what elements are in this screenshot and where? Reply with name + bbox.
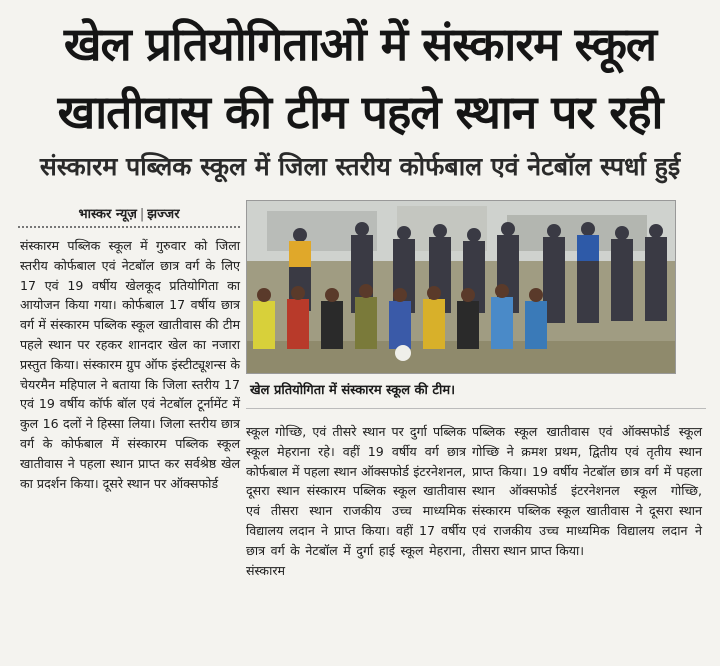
photo-caption: खेल प्रतियोगिता में संस्कारम स्कूल की टीम। bbox=[250, 383, 456, 398]
subheadline: संस्कारम पब्लिक स्कूल में जिला स्तरीय कोर्फबाल एवं नेटबॉल स्पर्धा हुई bbox=[39, 152, 681, 181]
article-column-1: संस्कारम पब्लिक स्कूल में गुरुवार को जिला स्तरीय कोर्फबाल एवं नेटबॉल छात्र वर्ग के लिए 17 एवं 19 वर्षीय खेलकूद प्रतियोगिता का आयोजन किया गया। कोर्फबाल 17 वर्षीय छात्र वर्ग में संस्कारम पब्लिक स्कूल खातीवास की टीम पहले स्थान पर रहकर शानदार खेल का नजारा प्रस्तुत किया। संस्कारम ग्रुप ऑफ इंस्टीट्यूशन्स के चेयरमैन महिपाल ने बताया कि जिला स्तरीय 17 एवं 19 वर्षीय कॉर्फ बॉल एवं नेटबॉल टूर्नामेंट में कुल 16 दलों ने हिस्सा लिया। जिला स्तरीय छात्र वर्ग के कोर्फबाल में संस्कारम पब्लिक स्कूल खातीवास ने पहला स्थान प्राप्त कर सर्वश्रेष्ठ खेल का प्रदर्शन किया। दूसरे स्थान पर ऑक्सफोर्ड bbox=[20, 238, 240, 491]
article-column-3: पब्लिक स्कूल खातीवास एवं ऑक्सफोर्ड स्कूल गोच्छि ने क्रमश प्रथम, द्वितीय एवं तृतीय स्थान प्राप्त किया। 19 वर्षीय नेटबॉल छात्र वर्ग में पहला स्थान ऑक्सफोर्ड इंटरनेशनल स्कूल गोच्छि, संस्कारम पब्लिक स्कूल खातीवास ने दूसरा स्थान एवं राजकीय उच्च माध्यमिक विद्यालय लदान ने तीसरा स्थान प्राप्त किया। bbox=[472, 424, 702, 558]
byline-source: भास्कर न्यूज़ bbox=[78, 207, 137, 222]
headline-line-2: खातीवास की टीम पहले स्थान पर रही bbox=[57, 85, 663, 139]
team-photo-illustration bbox=[247, 201, 675, 373]
byline bbox=[24, 204, 234, 222]
article-column-2: स्कूल गोच्छि, एवं तीसरे स्थान पर दुर्गा पब्लिक स्कूल मेहराना रहे। वहीं 19 वर्षीय वर्ग छात्र कोर्फबाल में पहला स्थान ऑक्सफोर्ड इंटरनेशनल, दूसरा स्थान संस्कारम पब्लिक स्कूल खातीवास एवं तीसरा स्थान राजकीय उच्च माध्यमिक विद्यालय लदान ने प्राप्त किया। वहीं 17 वर्षीय छात्र वर्ग के नेटबॉल में दुर्गा हाई स्कूल मेहराना, संस्कारम bbox=[246, 424, 466, 578]
byline-divider bbox=[18, 226, 240, 228]
byline-separator: | bbox=[139, 207, 145, 222]
caption-divider bbox=[246, 408, 706, 409]
headline-line-1: खेल प्रतियोगिताओं में संस्कारम स्कूल bbox=[63, 17, 657, 71]
team-photo bbox=[246, 200, 676, 374]
byline-place: झज्जर bbox=[147, 207, 180, 222]
